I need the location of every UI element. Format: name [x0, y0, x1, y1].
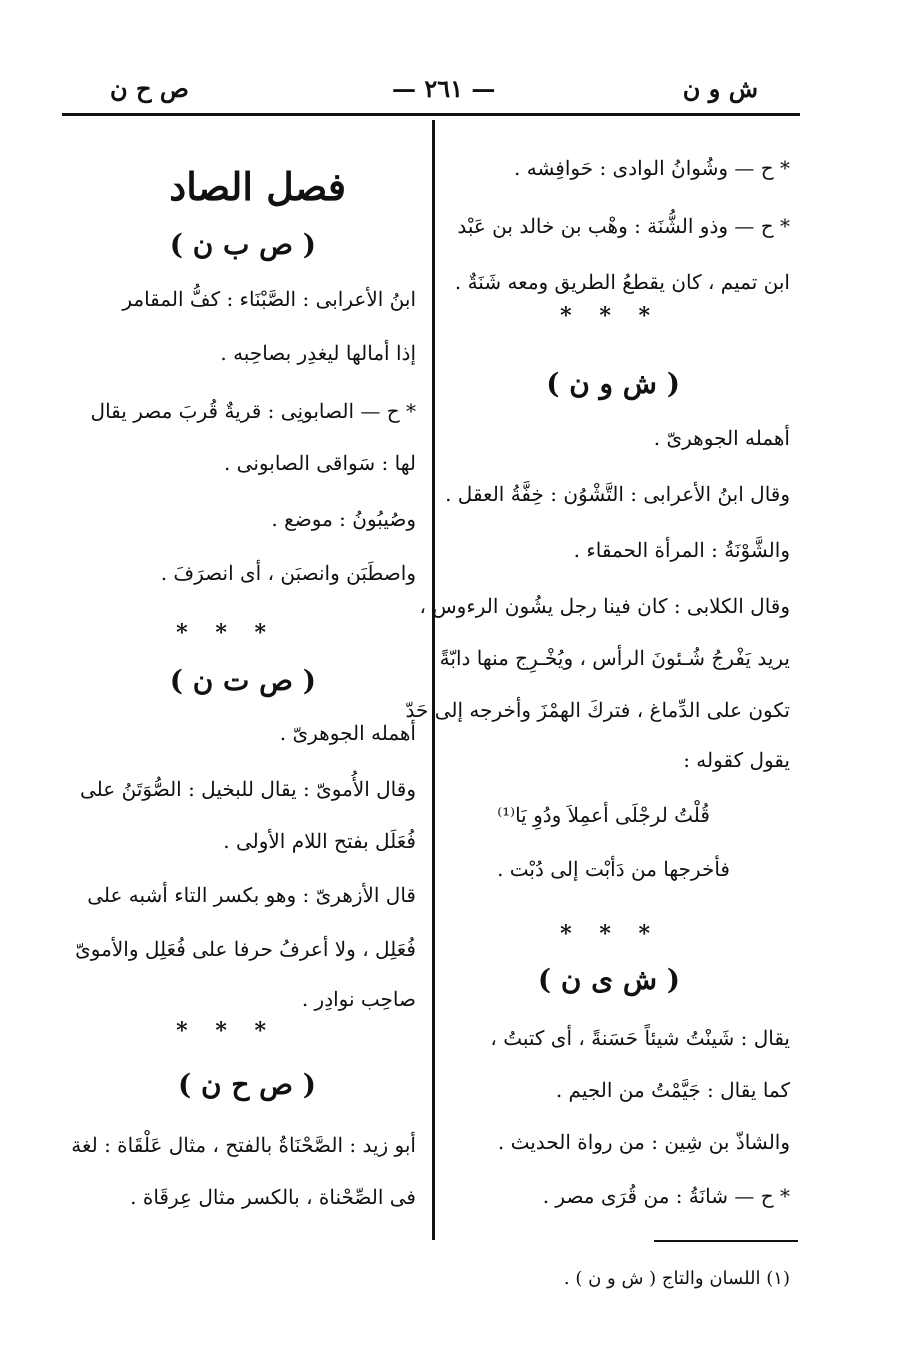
- text-line: لها : سَواقى الصابونى .: [223, 451, 416, 475]
- page-number: — ٢٦١ —: [392, 74, 496, 103]
- section-separator: * * *: [560, 303, 660, 329]
- text-line: يريد يَفْرجُ شُـئونَ الرأس ، ويُخْـرِج منها دابّةً: [439, 646, 790, 670]
- text-line: يقول كقوله :: [683, 748, 790, 772]
- text-line: واصطَبَن وانصبَن ، أى انصرَفَ .: [160, 561, 416, 585]
- section-separator: * * *: [560, 921, 660, 947]
- text-line: * ح — وذو الشُّنَة : وهْب بن خالد بن عَبْد: [457, 214, 790, 238]
- root-heading: ( ش ى ن ): [537, 963, 680, 996]
- text-line: وصُيبُونُ : موضع .: [271, 507, 416, 531]
- text-line: كما يقال : جَيَّمْتُ من الجيم .: [555, 1078, 790, 1102]
- section-title: فصل الصاد: [169, 164, 346, 209]
- text-line: أبو زيد : الصَّحْنَاةُ بالفتح ، مثال عَلْقَاة : لغة: [71, 1133, 416, 1157]
- text-line: وقال الأُموىّ : يقال للبخيل : الصُّوَتَنُ على: [80, 777, 416, 801]
- footnote: (١) اللسان والتاج ( ش و ن ) .: [563, 1268, 790, 1289]
- text-line: قال الأزهرىّ : وهو بكسر التاء أشبه على: [87, 883, 416, 907]
- text-line: فُعَلَل بفتح اللام الأولى .: [223, 829, 416, 853]
- root-heading: ( ص ت ن ): [169, 664, 316, 697]
- text-line: تكون على الدِّماغ ، فتركَ الهمْزَ وأخرجه إلى حَدّ: [405, 698, 790, 722]
- text-line: وقال الكلابى : كان فينا رجل يشُون الرءوس ،: [419, 594, 790, 618]
- text-line: * ح — وشُوانُ الوادى : حَوافِشه .: [514, 156, 790, 180]
- text-line: أهمله الجوهرىّ .: [653, 426, 790, 450]
- running-head-right: ش و ن: [682, 74, 758, 103]
- root-heading: ( ص ح ن ): [178, 1068, 316, 1101]
- text-line: إذا أمالها ليغدِر بصاحِبه .: [220, 341, 416, 365]
- verse-line: فأخرجها من دَأبْت إلى دُبْت .: [497, 857, 730, 881]
- section-separator: * * *: [176, 1018, 276, 1044]
- text-line: صاحِب نوادِر .: [301, 987, 416, 1011]
- footnote-rule: [654, 1240, 798, 1242]
- header-rule: [62, 113, 800, 116]
- root-heading: ( ص ب ن ): [169, 228, 316, 261]
- text-line: ابنُ الأعرابى : الصَّبْنَاء : كفُّ المقامر: [122, 287, 416, 311]
- text-line: والشَّوْنَةُ : المرأة الحمقاء .: [573, 538, 790, 562]
- root-heading: ( ش و ن ): [546, 367, 680, 400]
- text-line: وقال ابنُ الأعرابى : التَّشْوُن : خِفَّةُ العقل .: [445, 482, 790, 506]
- verse-line: قُلْتُ لرجْلَى أعمِلاَ ودُوِ يَا⁽¹⁾: [497, 803, 710, 827]
- text-line: ابن تميم ، كان يقطعُ الطريق ومعه شَنَةٌ .: [454, 270, 790, 294]
- column-divider: [432, 120, 435, 1240]
- text-line: يقال : شَينْتُ شيئاً حَسَنةً ، أى كتبتُ ،: [490, 1026, 790, 1050]
- text-line: والشاذّ بن شِين : من رواة الحديث .: [497, 1130, 790, 1154]
- text-line: فُعَلِل ، ولا أعرفُ حرفا على فُعَلِل والأموىّ: [75, 937, 416, 961]
- text-line: فى الصِّحْناة ، بالكسر مثال عِرقَاة .: [130, 1185, 416, 1209]
- section-separator: * * *: [176, 620, 276, 646]
- text-line: * ح — الصابونِى : قريةٌ قُربَ مصر يقال: [90, 399, 416, 423]
- page-header: [62, 68, 798, 112]
- text-line: أهمله الجوهرىّ .: [279, 721, 416, 745]
- running-head-left: ص ح ن: [110, 74, 189, 103]
- text-line: * ح — شانَةُ : من قُرَى مصر .: [542, 1184, 790, 1208]
